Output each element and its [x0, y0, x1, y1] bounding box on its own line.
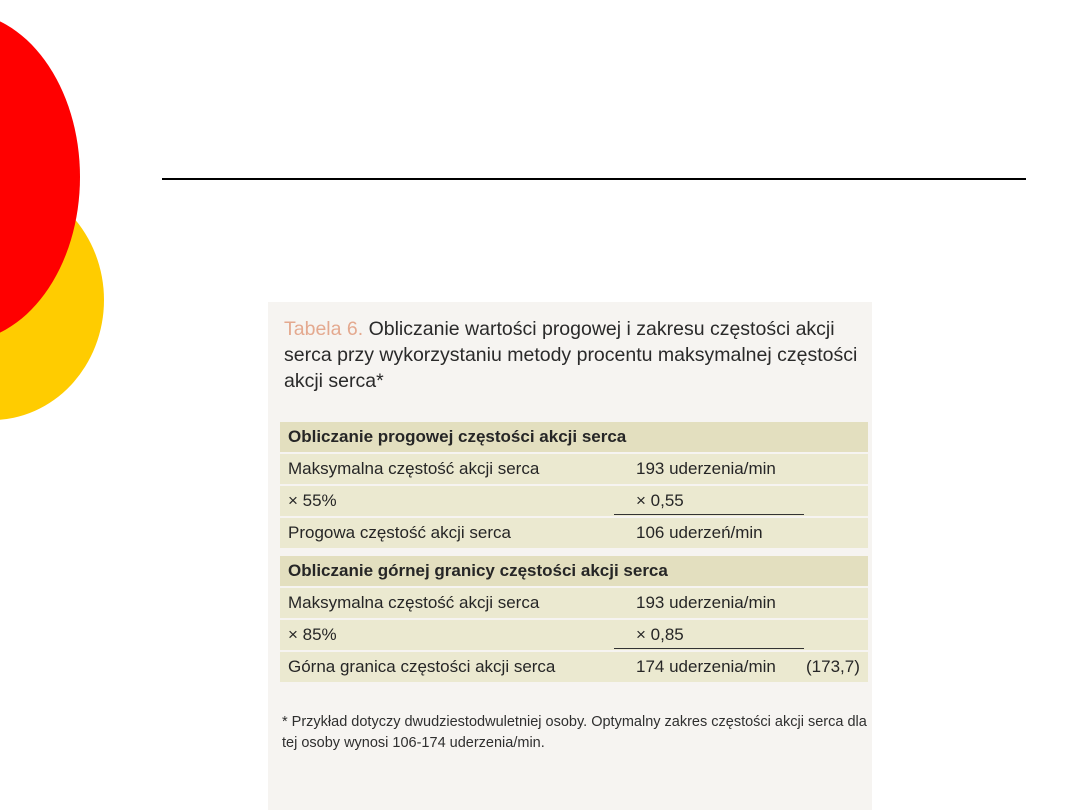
table-row [280, 620, 868, 650]
heart-rate-table [280, 422, 868, 698]
row-label: Maksymalna częstość akcji serca [288, 593, 540, 612]
table-row [280, 518, 868, 548]
row-label: × 85% [288, 625, 337, 644]
section-header-row [280, 422, 868, 452]
table-caption [284, 316, 864, 394]
calculation-rule [614, 514, 804, 515]
table-caption-number: Tabela 6. [284, 318, 364, 340]
row-exact-value: (173,7) [806, 657, 860, 676]
row-value: 106 uderzeń/min [636, 523, 763, 542]
row-label: Maksymalna częstość akcji serca [288, 459, 540, 478]
section-header: Obliczanie progowej częstości akcji serca [288, 427, 627, 446]
row-value: 193 uderzenia/min [636, 459, 776, 478]
table-row [280, 454, 868, 484]
row-label: Górna granica częstości akcji serca [288, 657, 556, 676]
table-footnote: * Przykład dotyczy dwudziestodwuletniej osoby. Optymalny zakres częstości akcji serca dla tej osoby wynosi 106-174 uderzenia/min. [282, 714, 867, 751]
row-label: × 55% [288, 491, 337, 510]
table-row [280, 486, 868, 516]
table-row [280, 652, 868, 682]
row-value: × 0,85 [636, 625, 684, 644]
row-value: 193 uderzenia/min [636, 593, 776, 612]
calculation-rule [614, 648, 804, 649]
scanned-table-image [268, 302, 872, 810]
title-underline [162, 178, 1026, 180]
table-caption-text: Obliczanie wartości progowej i zakresu częstości akcji serca przy wykorzystaniu metody procentu maksymalnej częstości akcji serca* [284, 318, 858, 392]
row-value: × 0,55 [636, 491, 684, 510]
section-header: Obliczanie górnej granicy częstości akcji serca [288, 561, 668, 580]
table-row [280, 588, 868, 618]
row-label: Progowa częstość akcji serca [288, 523, 511, 542]
row-value: 174 uderzenia/min [636, 657, 776, 676]
section-header-row [280, 556, 868, 586]
